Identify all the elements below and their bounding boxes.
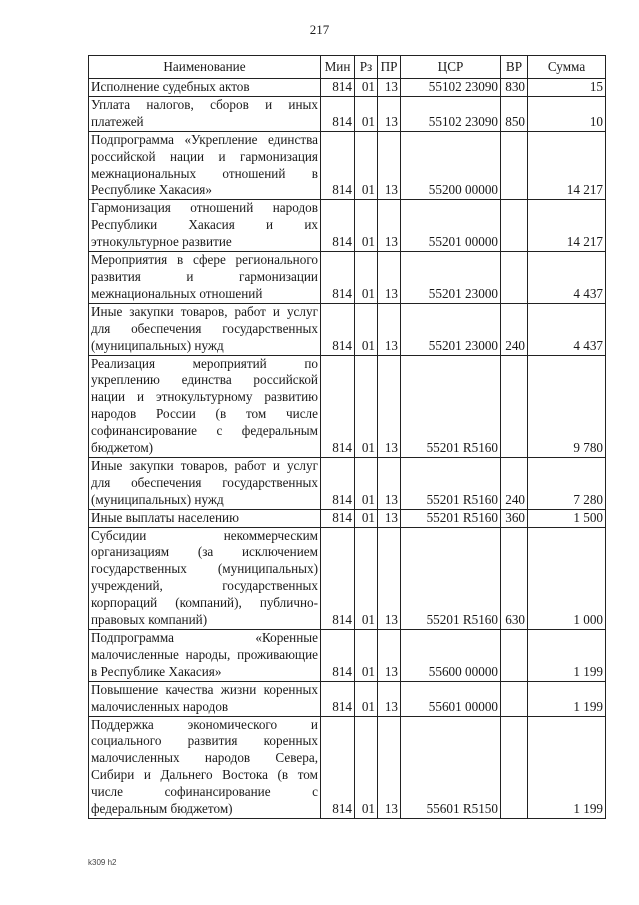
row-vr — [501, 716, 528, 818]
row-min: 814 — [321, 131, 355, 200]
row-csr: 55102 23090 — [401, 79, 501, 97]
header-vr: ВР — [501, 56, 528, 79]
table-row — [89, 716, 606, 818]
table-header-row — [89, 56, 606, 79]
row-min: 814 — [321, 509, 355, 527]
table-row — [89, 509, 606, 527]
row-name: Поддержка экономического и социального развития коренных малочисленных народов Севера, Сибири и Дальнего Востока (в том числе софинансирование с федеральным бюджетом) — [89, 716, 321, 818]
row-sum: 1 199 — [528, 716, 606, 818]
row-rz: 01 — [355, 630, 378, 682]
row-csr: 55201 23000 — [401, 252, 501, 304]
row-csr: 55201 R5160 — [401, 457, 501, 509]
budget-table — [88, 55, 606, 819]
row-min: 814 — [321, 527, 355, 629]
row-sum: 14 217 — [528, 200, 606, 252]
header-pr: ПР — [378, 56, 401, 79]
row-csr: 55201 23000 — [401, 303, 501, 355]
row-sum: 15 — [528, 79, 606, 97]
header-name: Наименование — [89, 56, 321, 79]
table-row — [89, 131, 606, 200]
row-csr: 55201 R5160 — [401, 527, 501, 629]
row-pr: 13 — [378, 630, 401, 682]
row-vr — [501, 131, 528, 200]
row-rz: 01 — [355, 681, 378, 716]
row-pr: 13 — [378, 200, 401, 252]
row-pr: 13 — [378, 716, 401, 818]
row-rz: 01 — [355, 303, 378, 355]
row-sum: 1 000 — [528, 527, 606, 629]
row-name: Иные закупки товаров, работ и услуг для обеспечения государственных (муниципальных) нужд — [89, 457, 321, 509]
row-sum: 4 437 — [528, 252, 606, 304]
row-min: 814 — [321, 681, 355, 716]
row-vr — [501, 681, 528, 716]
table-row — [89, 681, 606, 716]
row-min: 814 — [321, 252, 355, 304]
row-name: Подпрограмма «Коренные малочисленные народы, проживающие в Республике Хакасия» — [89, 630, 321, 682]
row-pr: 13 — [378, 131, 401, 200]
row-sum: 14 217 — [528, 131, 606, 200]
row-pr: 13 — [378, 457, 401, 509]
row-rz: 01 — [355, 200, 378, 252]
row-name: Уплата налогов, сборов и иных платежей — [89, 96, 321, 131]
page-number: 217 — [309, 22, 330, 37]
row-sum: 9 780 — [528, 355, 606, 457]
row-min: 814 — [321, 96, 355, 131]
row-csr: 55201 R5160 — [401, 509, 501, 527]
row-name: Иные закупки товаров, работ и услуг для обеспечения государственных (муниципальных) нужд — [89, 303, 321, 355]
document-code: k309 h2 — [88, 858, 117, 867]
row-vr — [501, 200, 528, 252]
row-vr — [501, 355, 528, 457]
row-min: 814 — [321, 716, 355, 818]
row-name: Иные выплаты населению — [89, 509, 321, 527]
row-name: Гармонизация отношений народов Республики Хакасия и их этнокультурное развитие — [89, 200, 321, 252]
row-vr: 850 — [501, 96, 528, 131]
row-name: Подпрограмма «Укрепление единства российской нации и гармонизация межнациональных отношений в Республике Хакасия» — [89, 131, 321, 200]
row-pr: 13 — [378, 252, 401, 304]
row-name: Исполнение судебных актов — [89, 79, 321, 97]
row-vr: 630 — [501, 527, 528, 629]
row-vr: 360 — [501, 509, 528, 527]
row-min: 814 — [321, 630, 355, 682]
row-pr: 13 — [378, 509, 401, 527]
row-csr: 55201 R5160 — [401, 355, 501, 457]
row-csr: 55601 R5150 — [401, 716, 501, 818]
row-csr: 55102 23090 — [401, 96, 501, 131]
table-row — [89, 630, 606, 682]
row-sum: 10 — [528, 96, 606, 131]
row-vr — [501, 630, 528, 682]
row-csr: 55600 00000 — [401, 630, 501, 682]
table-row — [89, 457, 606, 509]
row-rz: 01 — [355, 96, 378, 131]
row-pr: 13 — [378, 355, 401, 457]
row-sum: 7 280 — [528, 457, 606, 509]
row-min: 814 — [321, 79, 355, 97]
row-rz: 01 — [355, 131, 378, 200]
row-min: 814 — [321, 355, 355, 457]
table-row — [89, 96, 606, 131]
table-row — [89, 200, 606, 252]
row-min: 814 — [321, 457, 355, 509]
row-pr: 13 — [378, 303, 401, 355]
row-sum: 1 199 — [528, 681, 606, 716]
table-row — [89, 79, 606, 97]
row-pr: 13 — [378, 527, 401, 629]
row-vr — [501, 252, 528, 304]
row-rz: 01 — [355, 716, 378, 818]
row-sum: 1 500 — [528, 509, 606, 527]
row-rz: 01 — [355, 527, 378, 629]
row-rz: 01 — [355, 355, 378, 457]
row-pr: 13 — [378, 96, 401, 131]
row-rz: 01 — [355, 509, 378, 527]
row-rz: 01 — [355, 252, 378, 304]
row-name: Мероприятия в сфере регионального развития и гармонизации межнациональных отношений — [89, 252, 321, 304]
row-name: Реализация мероприятий по укреплению единства российской нации и этнокультурному развитию народов России (в том числе софинансирование с федеральным бюджетом) — [89, 355, 321, 457]
row-rz: 01 — [355, 457, 378, 509]
row-pr: 13 — [378, 79, 401, 97]
table-row — [89, 252, 606, 304]
row-sum: 1 199 — [528, 630, 606, 682]
table-row — [89, 355, 606, 457]
table-row — [89, 303, 606, 355]
row-vr: 240 — [501, 303, 528, 355]
header-csr: ЦСР — [401, 56, 501, 79]
row-csr: 55200 00000 — [401, 131, 501, 200]
row-csr: 55601 00000 — [401, 681, 501, 716]
row-min: 814 — [321, 200, 355, 252]
header-rz: Рз — [355, 56, 378, 79]
row-min: 814 — [321, 303, 355, 355]
row-rz: 01 — [355, 79, 378, 97]
table-row — [89, 527, 606, 629]
row-vr: 830 — [501, 79, 528, 97]
row-vr: 240 — [501, 457, 528, 509]
row-name: Субсидии некоммерческим организациям (за исключением государственных (муниципальных) учреждений, государственных корпораций (компаний), публично-правовых компаний) — [89, 527, 321, 629]
header-min: Мин — [321, 56, 355, 79]
header-sum: Сумма — [528, 56, 606, 79]
row-name: Повышение качества жизни коренных малочисленных народов — [89, 681, 321, 716]
row-sum: 4 437 — [528, 303, 606, 355]
row-pr: 13 — [378, 681, 401, 716]
row-csr: 55201 00000 — [401, 200, 501, 252]
